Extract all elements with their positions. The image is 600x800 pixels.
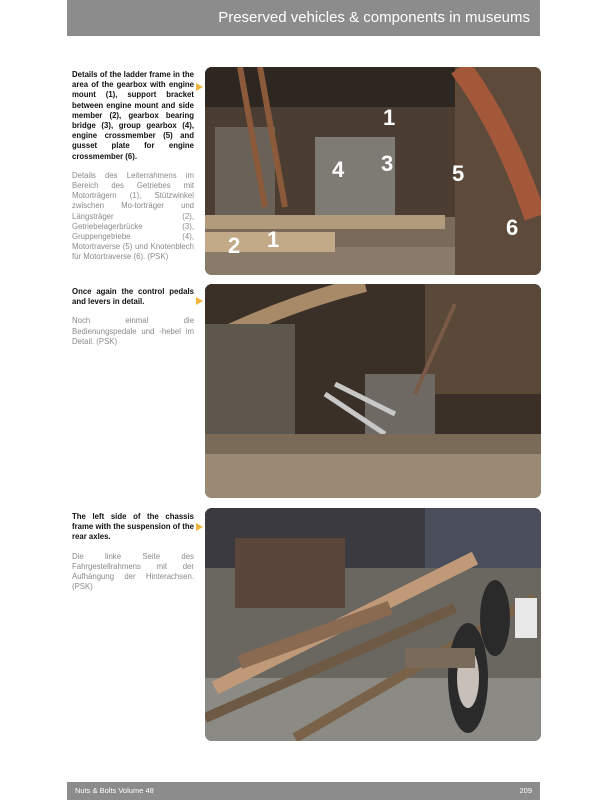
page-footer <box>67 782 540 800</box>
page-header <box>67 0 540 36</box>
caption-arrow-1 <box>196 83 203 91</box>
page-title: Preserved vehicles & components in museums <box>218 9 530 26</box>
caption-block-3 <box>72 512 194 592</box>
caption-de-1: Details des Leiterrahmens im Bereich des Getriebes mit Motorträgern (1), Stützwinkel zwischen Mo-torträger und Längsträger (2), Getriebelagerbrücke (3), Gruppengetriebe (4), Motortraverse (5) und Knotenblech für Motortraverse (6). (PSK) <box>72 170 194 262</box>
label-4: 4 <box>332 157 345 182</box>
label-6: 6 <box>506 215 519 240</box>
photo-pedals-levers <box>205 284 541 498</box>
label-1-bottom: 1 <box>267 227 280 252</box>
caption-block-2 <box>72 287 194 347</box>
footer-book-title: Nuts & Bolts Volume 48 <box>75 786 154 795</box>
label-1-top: 1 <box>383 105 396 130</box>
caption-en-3: The left side of the chassis frame with the suspension of the rear axles. <box>72 512 194 542</box>
page-number: 209 <box>519 786 532 795</box>
label-3: 3 <box>381 151 394 176</box>
caption-de-2: Noch einmal die Bedienungspedale und -hebel im Detail. (PSK) <box>72 316 194 346</box>
caption-en-2: Once again the control pedals and levers in detail. <box>72 287 194 307</box>
label-2: 2 <box>228 233 241 258</box>
caption-arrow-3 <box>196 523 203 531</box>
caption-arrow-2 <box>196 297 203 305</box>
photo-chassis-left-side <box>205 508 541 741</box>
label-5: 5 <box>452 161 465 186</box>
caption-block-1 <box>72 70 194 263</box>
caption-en-1: Details of the ladder frame in the area of the gearbox with engine mount (1), support bracket between engine mount and side member (2), gearbox bearing bridge (3), group gearbox (4), engine crossmember (5) and gusset plate for engine crossmember (6). <box>72 70 194 161</box>
photo-gearbox-frame <box>205 67 541 275</box>
caption-de-3: Die linke Seite des Fahrgestellrahmens mit der Aufhängung der Hinterachsen. (PSK) <box>72 551 194 592</box>
